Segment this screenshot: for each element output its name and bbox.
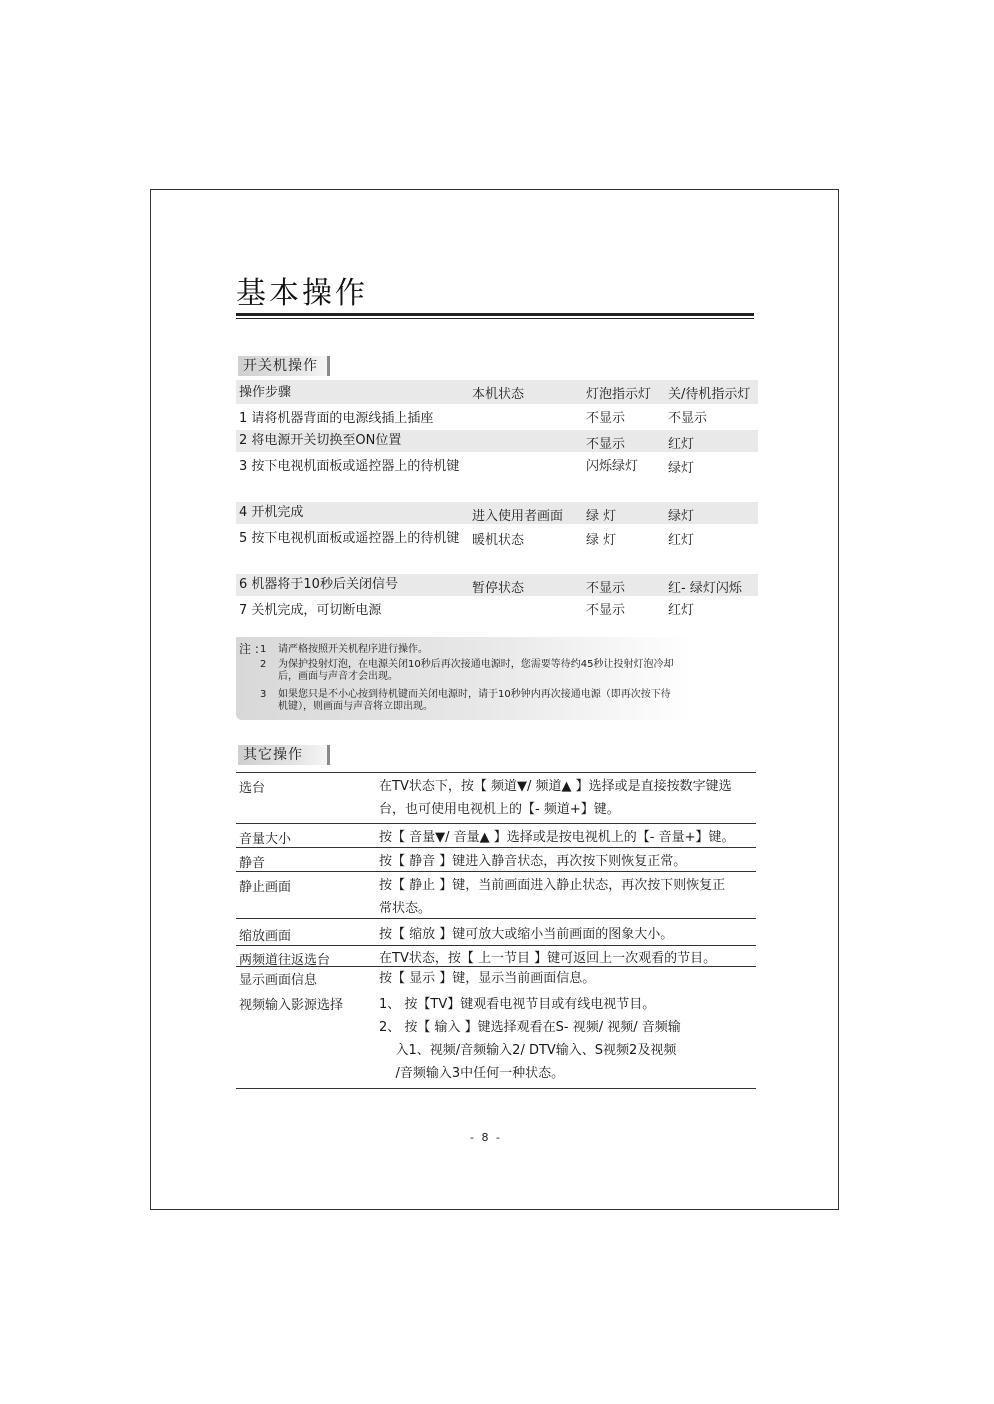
operation-name: 缩放画面 xyxy=(239,929,292,944)
note-text: 请严格按照开关机程序进行操作。 xyxy=(278,644,428,655)
note-text: 后，画面与声音才会出现。 xyxy=(278,671,398,682)
notes-label: 注 : xyxy=(239,642,259,656)
operation-name: 静音 xyxy=(239,856,266,871)
table-row xyxy=(236,772,756,824)
operation-name: 视频输入影源选择 xyxy=(239,998,344,1013)
desc-line: 按【 静音 】键进入静音状态，再次按下则恢复正常。 xyxy=(379,854,687,869)
row-state: 暂停状态 xyxy=(472,581,525,596)
desc-line: 在TV状态下，按【 频道▼/ 频道▲ 】选择或是直接按数字键选 xyxy=(379,779,732,794)
operation-desc xyxy=(379,923,757,946)
operation-name: 选台 xyxy=(239,781,266,796)
note-number: 3 xyxy=(260,689,267,700)
row-bulb: 不显示 xyxy=(586,437,626,452)
operation-desc xyxy=(379,826,757,849)
row-standby: 不显示 xyxy=(668,411,708,426)
row-step: 6 机器将于10秒后关闭信号 xyxy=(239,577,398,592)
power-table xyxy=(236,380,758,624)
operation-name: 两频道往返选台 xyxy=(239,953,331,968)
table-row xyxy=(236,430,758,452)
desc-line: 1、 按【TV】键观看电视节目或有线电视节目。 xyxy=(379,997,656,1012)
row-standby: 绿灯 xyxy=(668,509,695,524)
row-step: 7 关机完成，可切断电源 xyxy=(239,603,382,618)
desc-line: 在TV状态，按【 上一节目 】键可返回上一次观看的节目。 xyxy=(379,951,717,966)
table-row xyxy=(236,574,758,596)
page-title: 基本操作 xyxy=(236,276,368,311)
desc-line: 按【 缩放 】键可放大或缩小当前画面的图象大小。 xyxy=(379,927,674,942)
header-bulb: 灯泡指示灯 xyxy=(586,387,652,402)
desc-line: 常状态。 xyxy=(379,901,432,916)
row-standby: 红- 绿灯闪烁 xyxy=(668,581,742,596)
row-step: 5 按下电视机面板或遥控器上的待机键 xyxy=(239,531,460,546)
row-standby: 绿灯 xyxy=(668,461,695,476)
note-text: 为保护投射灯泡，在电源关闭10秒后再次接通电源时，您需要等待约45秒让投射灯泡冷却 xyxy=(278,659,674,670)
row-bulb: 不显示 xyxy=(586,603,626,618)
row-bulb: 不显示 xyxy=(586,581,626,596)
operation-desc xyxy=(379,850,757,873)
row-standby: 红灯 xyxy=(668,437,695,452)
title-rule-thin xyxy=(236,318,754,319)
row-step: 3 按下电视机面板或遥控器上的待机键 xyxy=(239,459,460,474)
title-rule xyxy=(236,313,754,316)
header-state: 本机状态 xyxy=(472,387,525,402)
desc-line: 台，也可使用电视机上的【- 频道+】键。 xyxy=(379,802,620,817)
table-row xyxy=(236,404,758,430)
operation-name: 静止画面 xyxy=(239,880,292,895)
operation-name: 音量大小 xyxy=(239,832,292,847)
row-state: 进入使用者画面 xyxy=(472,509,564,524)
table-row xyxy=(236,452,758,502)
note-number: 2 xyxy=(260,659,267,670)
other-operations-table xyxy=(236,772,756,1089)
table-row xyxy=(236,824,756,848)
table-row xyxy=(236,872,756,919)
desc-line: 入1、视频/音频输入2/ DTV输入、S视频2及视频 xyxy=(379,1043,677,1058)
table-row xyxy=(236,919,756,946)
note-text: 机键），则画面与声音将立即出现。 xyxy=(278,701,433,712)
desc-line: 按【 音量▼/ 音量▲ 】选择或是按电视机上的【- 音量+】键。 xyxy=(379,830,735,845)
row-standby: 红灯 xyxy=(668,533,695,548)
row-state: 暖机状态 xyxy=(472,533,525,548)
section-tab-power: 开关机操作 xyxy=(238,356,330,376)
page-number: - 8 - xyxy=(470,1131,502,1144)
header-standby: 关/待机指示灯 xyxy=(668,387,751,402)
note-number: 1 xyxy=(260,644,267,655)
row-step: 1 请将机器背面的电源线插上插座 xyxy=(239,411,434,426)
row-step: 2 将电源开关切换至ON位置 xyxy=(239,433,402,448)
table-row xyxy=(236,524,758,574)
row-bulb: 绿 灯 xyxy=(586,509,617,524)
desc-line: 按【 静止 】键，当前画面进入静止状态，再次按下则恢复正 xyxy=(379,878,726,893)
notes-box xyxy=(236,637,691,720)
desc-line: /音频输入3中任何一种状态。 xyxy=(379,1066,565,1081)
row-step: 4 开机完成 xyxy=(239,505,304,520)
table-row xyxy=(236,596,758,624)
operation-desc xyxy=(379,775,757,821)
note-text: 如果您只是不小心按到待机键而关闭电源时，请于10秒钟内再次接通电源（即再次按下待 xyxy=(278,689,671,700)
operation-desc xyxy=(379,993,757,1085)
table-row xyxy=(236,502,758,524)
section-tab-other: 其它操作 xyxy=(238,745,330,765)
row-bulb: 不显示 xyxy=(586,411,626,426)
table-row xyxy=(236,848,756,872)
operation-name: 显示画面信息 xyxy=(239,973,318,988)
row-standby: 红灯 xyxy=(668,603,695,618)
desc-line: 2、 按【 输入 】键选择观看在S- 视频/ 视频/ 音频输 xyxy=(379,1020,681,1035)
operation-desc xyxy=(379,874,757,920)
operation-desc xyxy=(379,967,757,990)
header-step: 操作步骤 xyxy=(239,385,292,400)
table-row xyxy=(236,991,756,1089)
row-bulb: 绿 灯 xyxy=(586,533,617,548)
table-row xyxy=(236,967,756,991)
table-header-row xyxy=(236,380,758,404)
table-row xyxy=(236,946,756,967)
row-bulb: 闪烁绿灯 xyxy=(586,459,639,474)
desc-line: 按【 显示 】键，显示当前画面信息。 xyxy=(379,971,596,986)
